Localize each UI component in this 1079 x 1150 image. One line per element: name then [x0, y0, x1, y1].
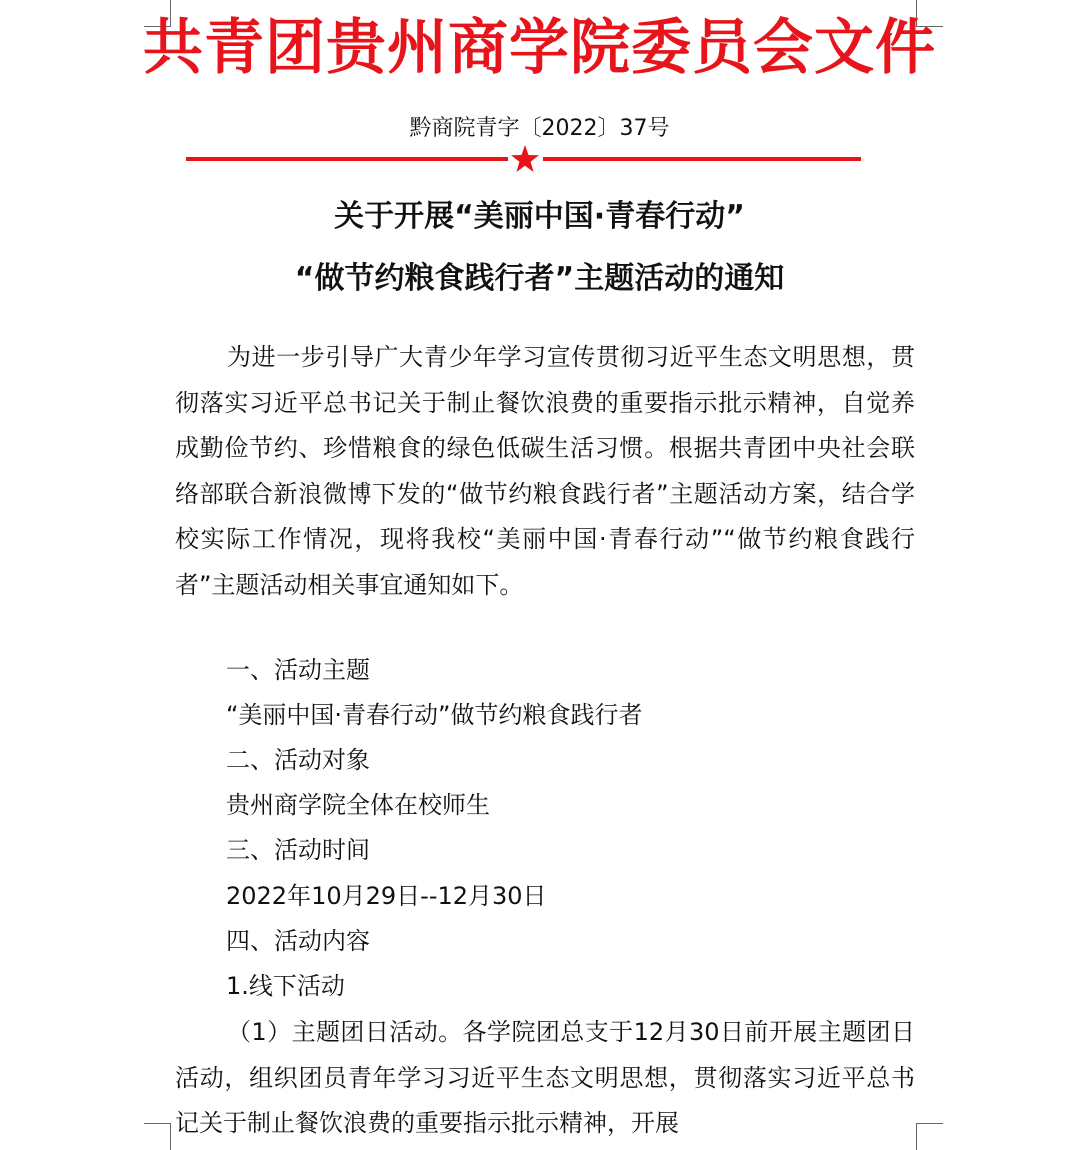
document-header-title: 共青团贵州商学院委员会文件 [143, 13, 936, 83]
star-icon [510, 145, 540, 173]
document-number: 黔商院青字〔2022〕37号 [409, 116, 670, 141]
section-1-heading: 一、活动主题 [226, 656, 370, 684]
crop-mark-bottom-right [916, 1123, 943, 1150]
notice-title-line-2: “做节约粮食践行者”主题活动的通知 [294, 261, 785, 296]
intro-paragraph: 为进一步引导广大青少年学习宣传贯彻习近平生态文明思想，贯彻落实习近平总书记关于制止餐饮浪费的重要指示批示精神，自觉养成勤俭节约、珍惜粮食的绿色低碳生活习惯。根据共青团中央社会联络部联合新浪微博下发的“做节约粮食践行者”主题活动方案，结合学校实际工作情况，现将我校“美丽中国·青春行动”“做节约粮食践行者”主题活动相关事宜通知如下。 [175, 343, 915, 599]
section-3-content: 2022年10月29日--12月30日 [226, 882, 547, 910]
notice-title-line-1: 关于开展“美丽中国·青春行动” [334, 199, 745, 234]
activity-1-paragraph: （1）主题团日活动。各学院团总支于12月30日前开展主题团日活动，组织团员青年学习习近平生态文明思想，贯彻落实习近平总书记关于制止餐饮浪费的重要指示批示精神，开展 [175, 1018, 915, 1137]
section-1-content: “美丽中国·青春行动”做节约粮食践行者 [226, 701, 643, 729]
section-2-content: 贵州商学院全体在校师生 [226, 791, 490, 819]
section-4-heading: 四、活动内容 [226, 927, 370, 955]
crop-mark-bottom-left [144, 1123, 171, 1150]
section-2-heading: 二、活动对象 [226, 746, 370, 774]
section-3-heading: 三、活动时间 [226, 836, 370, 864]
subsection-1-heading: 1.线下活动 [226, 972, 345, 1000]
red-divider-left [186, 157, 508, 161]
red-divider-right [543, 157, 861, 161]
